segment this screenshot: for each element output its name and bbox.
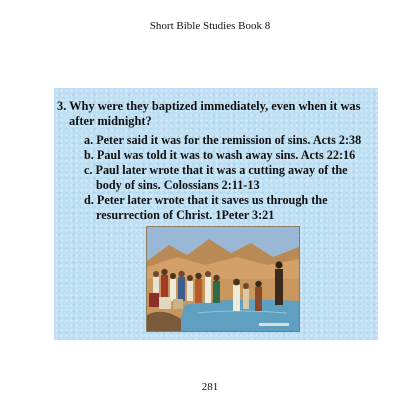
answer-a <box>84 133 376 148</box>
question-line-2: after midnight? <box>69 114 152 128</box>
answer-d-line-2: resurrection of Christ. 1Peter 3:21 <box>96 208 275 222</box>
answer-d <box>84 193 376 223</box>
answer-d-line-1: d. Peter later wrote that it saves us through the <box>84 193 328 207</box>
answer-a-line-1: a. Peter said it was for the remission of sins. Acts 2:38 <box>84 133 362 147</box>
answer-c <box>84 163 376 193</box>
answer-c-line-2: body of sins. Colossians 2:11-13 <box>96 178 260 192</box>
answer-list <box>84 133 376 223</box>
answer-b <box>84 148 376 163</box>
baptism-scene-painting <box>146 226 300 332</box>
question-line-1: 3. Why were they baptized immediately, even when it was <box>57 99 361 113</box>
question <box>57 99 375 129</box>
painting-baptism-figures <box>233 279 262 311</box>
painting-signature <box>259 323 289 326</box>
painting-standing-figure <box>275 269 283 305</box>
painting-illustration <box>147 227 299 331</box>
book-header-title: Short Bible Studies Book 8 <box>149 20 271 32</box>
page-number: 281 <box>201 381 219 393</box>
slide <box>54 88 378 340</box>
answer-b-line-1: b. Paul was told it was to wash away sins. Acts 22:16 <box>84 148 356 162</box>
answer-c-line-1: c. Paul later wrote that it was a cutting away of the <box>84 163 348 177</box>
